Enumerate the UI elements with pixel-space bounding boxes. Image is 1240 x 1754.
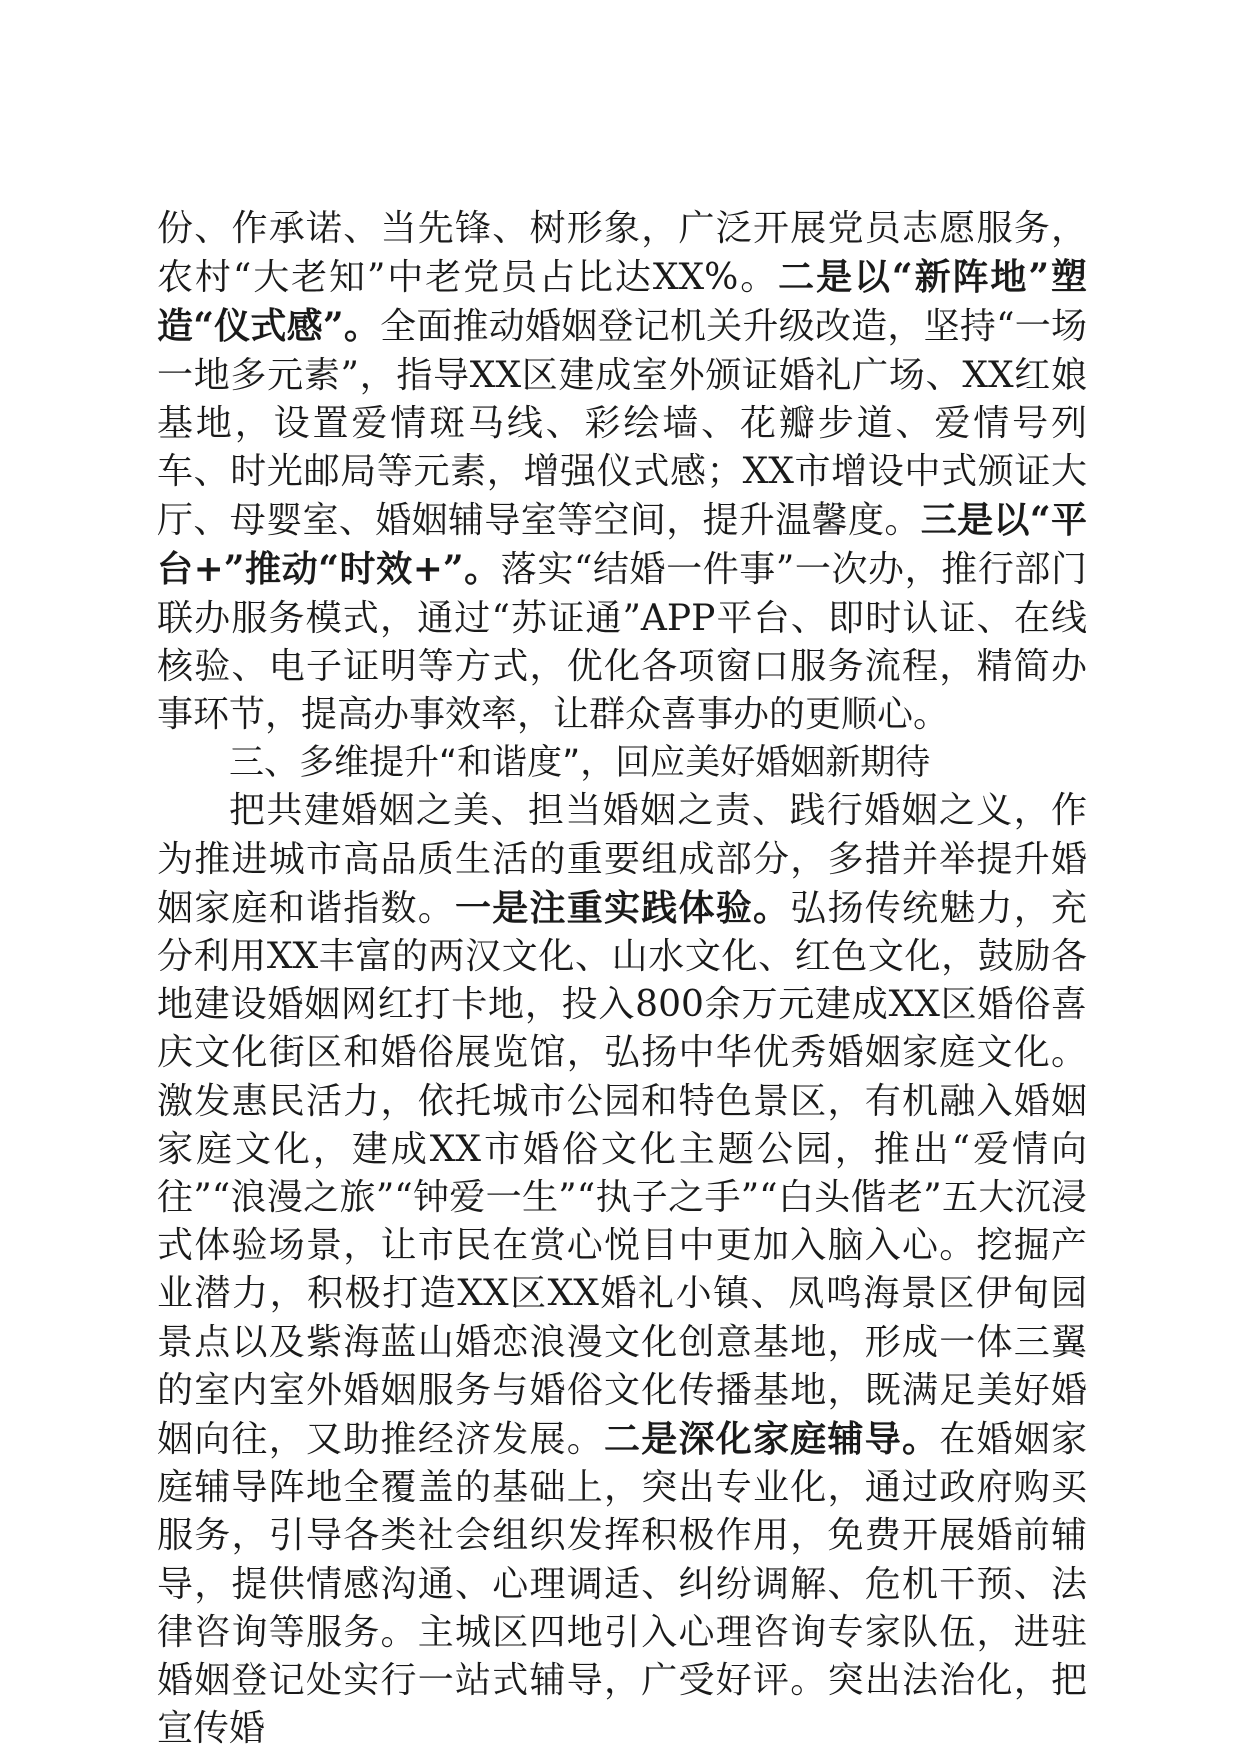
- bold-point-two-family: 二是深化家庭辅导。: [603, 1418, 940, 1461]
- section-heading: 三、多维提升“和谐度”，回应美好婚姻新期待: [229, 743, 931, 784]
- bold-point-three: 三是以“平台+”推动“时效+”。: [157, 499, 1087, 591]
- paragraph-2-text-1: 把共建婚姻之美、担当婚姻之责、践行婚姻之义，作为推进城市高品质生活的重要组成部分，多措并举提升婚姻家庭和谐指数。: [157, 790, 1087, 929]
- paragraph-2-text-3: 在婚姻家庭辅导阵地全覆盖的基础上，突出专业化，通过政府购买服务，引导各类社会组织发挥积极作用，免费开展婚前辅导，提供情感沟通、心理调适、纠纷调解、危机干预、法律咨询等服务。主城区四地引入心理咨询专家队伍，进驻婚姻登记处实行一站式辅导，广受好评。突出法治化，把宣传婚: [157, 1419, 1087, 1750]
- bold-point-one: 一是注重实践体验。: [455, 886, 791, 929]
- paragraph-1: [157, 205, 1087, 739]
- paragraph-1-text-1: 份、作承诺、当先锋、树形象，广泛开展党员志愿服务，农村“大老知”中老党员占比达XX%。: [157, 208, 1087, 299]
- document-page: [157, 205, 1087, 1754]
- paragraph-1-text-3: 落实“结婚一件事”一次办，推行部门联办服务模式，通过“苏证通”APP平台、即时认证、在线核验、电子证明等方式，优化各项窗口服务流程，精简办事环节，提高办事效率，让群众喜事办的更顺心。: [157, 549, 1088, 736]
- paragraph-1-text-2: 全面推动婚姻登记机关升级改造，坚持“一场一地多元素”，指导XX区建成室外颁证婚礼广场、XX红娘基地，设置爱情斑马线、彩绘墙、花瓣步道、爱情号列车、时光邮局等元素，增强仪式感；XX市增设中式颁证大厅、母婴室、婚姻辅导室等空间，提升温馨度。: [157, 306, 1087, 542]
- paragraph-2-text-2: 弘扬传统魅力，充分利用XX丰富的两汉文化、山水文化、红色文化，鼓励各地建设婚姻网红打卡地，投入800余万元建成XX区婚俗喜庆文化街区和婚俗展览馆，弘扬中华优秀婚姻家庭文化。激发惠民活力，依托城市公园和特色景区，有机融入婚姻家庭文化，建成XX市婚俗文化主题公园，推出“爱情向往”“浪漫之旅”“钟爱一生”“执子之手”“白头偕老”五大沉浸式体验场景，让市民在赏心悦目中更加入脑入心。挖掘产业潜力，积极打造XX区XX婚礼小镇、凤鸣海景区伊甸园景点以及紫海蓝山婚恋浪漫文化创意基地，形成一体三翼的室内室外婚姻服务与婚俗文化传播基地，既满足美好婚姻向往，又助推经济发展。: [157, 887, 1087, 1461]
- bold-point-two: 二是以“新阵地”塑造“仪式感”。: [157, 256, 1087, 348]
- paragraph-2: [157, 787, 1087, 1753]
